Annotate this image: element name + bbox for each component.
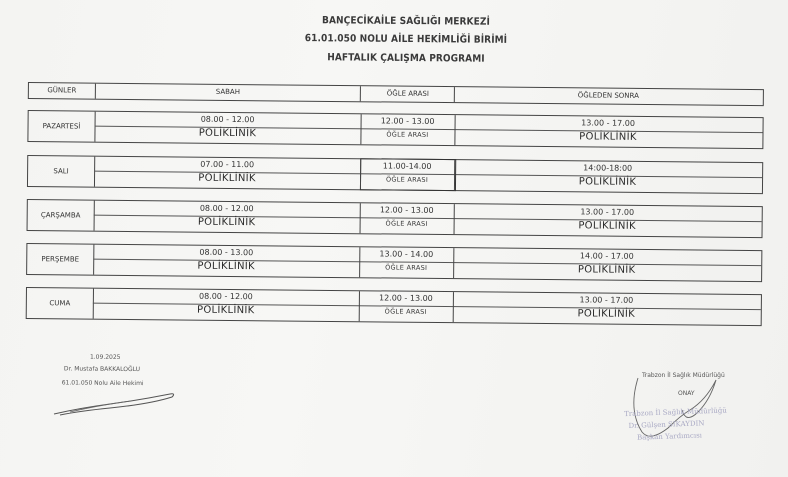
noon-label: ÖĞLE ARASI [384,307,427,316]
approval-label: ONAY [678,390,695,397]
morning-activity: POLİKLİNİK [198,127,257,140]
morning-activity: POLİKLİNİK [198,172,256,185]
morning-time: 08.00 - 12.00 [200,114,255,125]
table-row [27,110,763,149]
physician-signature-block [60,353,200,388]
stamp-line-2: Dr. Gülşen SIKAYDIN [628,419,705,430]
day-cell: ÇARŞAMBA [28,200,95,231]
day-cell: CUMA [27,288,94,319]
afternoon-time: 13.00 - 17.00 [580,207,635,217]
morning-activity: POLİKLİNİK [197,260,256,273]
afternoon-time: 14:00-18:00 [583,163,633,173]
day-cell: PAZARTESİ [28,111,95,142]
physician-name: Dr. Mustafa BAKKALOĞLU [63,365,141,374]
table-header [28,82,764,106]
signature-date: 1.09.2025 [89,353,121,361]
afternoon-time: 13.00 - 17.00 [579,295,634,305]
noon-label: ÖĞLE ARASI [385,175,429,184]
day-cell: SALI [28,156,95,187]
table-row [26,243,762,282]
institution-title: BANÇECİKAİLE SAĞLIĞI MERKEZİ [321,15,490,28]
noon-time: 13.00 - 14.00 [379,249,434,259]
morning-activity: POLİKLİNİK [196,304,255,317]
physician-title: 61.01.050 Nolu Aile Hekimi [61,379,144,388]
program-title: HAFTALIK ÇALIŞMA PROGRAMI [327,52,485,65]
physician-signature [50,384,190,424]
morning-time: 07.00 - 11.00 [200,159,255,170]
afternoon-activity: POLİKLİNİK [578,176,637,188]
noon-label: ÖĞLE ARASI [385,219,428,228]
afternoon-activity: POLİKLİNİK [577,264,636,276]
table-row [27,155,763,194]
stamp-line-3: Başkan Yardımcısı [636,431,703,442]
noon-label: ÖĞLE ARASI [385,263,428,272]
afternoon-activity: POLİKLİNİK [579,131,637,143]
header-days: GÜNLER [29,83,96,99]
table-row [26,287,762,326]
header-afternoon: ÖĞLEDEN SONRA [577,91,639,100]
afternoon-time: 14.00 - 17.00 [579,251,634,261]
morning-time: 08.00 - 12.00 [198,291,253,302]
noon-time: 12.00 - 13.00 [379,205,434,215]
table-row [27,199,763,238]
morning-time: 08.00 - 12.00 [199,203,254,214]
noon-time: 12.00 - 13.00 [380,116,435,126]
noon-label: ÖĞLE ARASI [386,130,429,139]
morning-activity: POLİKLİNİK [197,216,256,229]
afternoon-time: 13.00 - 17.00 [581,118,636,128]
afternoon-activity: POLİKLİNİK [578,220,636,232]
afternoon-activity: POLİKLİNİK [577,308,636,320]
directorate-name: Trabzon İl Sağlık Müdürlüğü [642,372,725,379]
header-morning: SABAH [96,84,361,102]
morning-time: 08.00 - 13.00 [199,247,254,258]
noon-time: 12.00 - 13.00 [378,293,433,303]
unit-title: 61.01.050 NOLU AİLE HEKİMLİĞİ BİRİMİ [304,33,508,46]
day-cell: PERŞEMBE [27,244,94,275]
schedule-table [22,78,784,335]
stamp-line-1: Trabzon İl Sağlık Müdürlüğü [624,406,727,419]
header-noon: ÖĞLE ARASI [362,86,455,102]
noon-time: 11.00-14.00 [382,161,432,171]
